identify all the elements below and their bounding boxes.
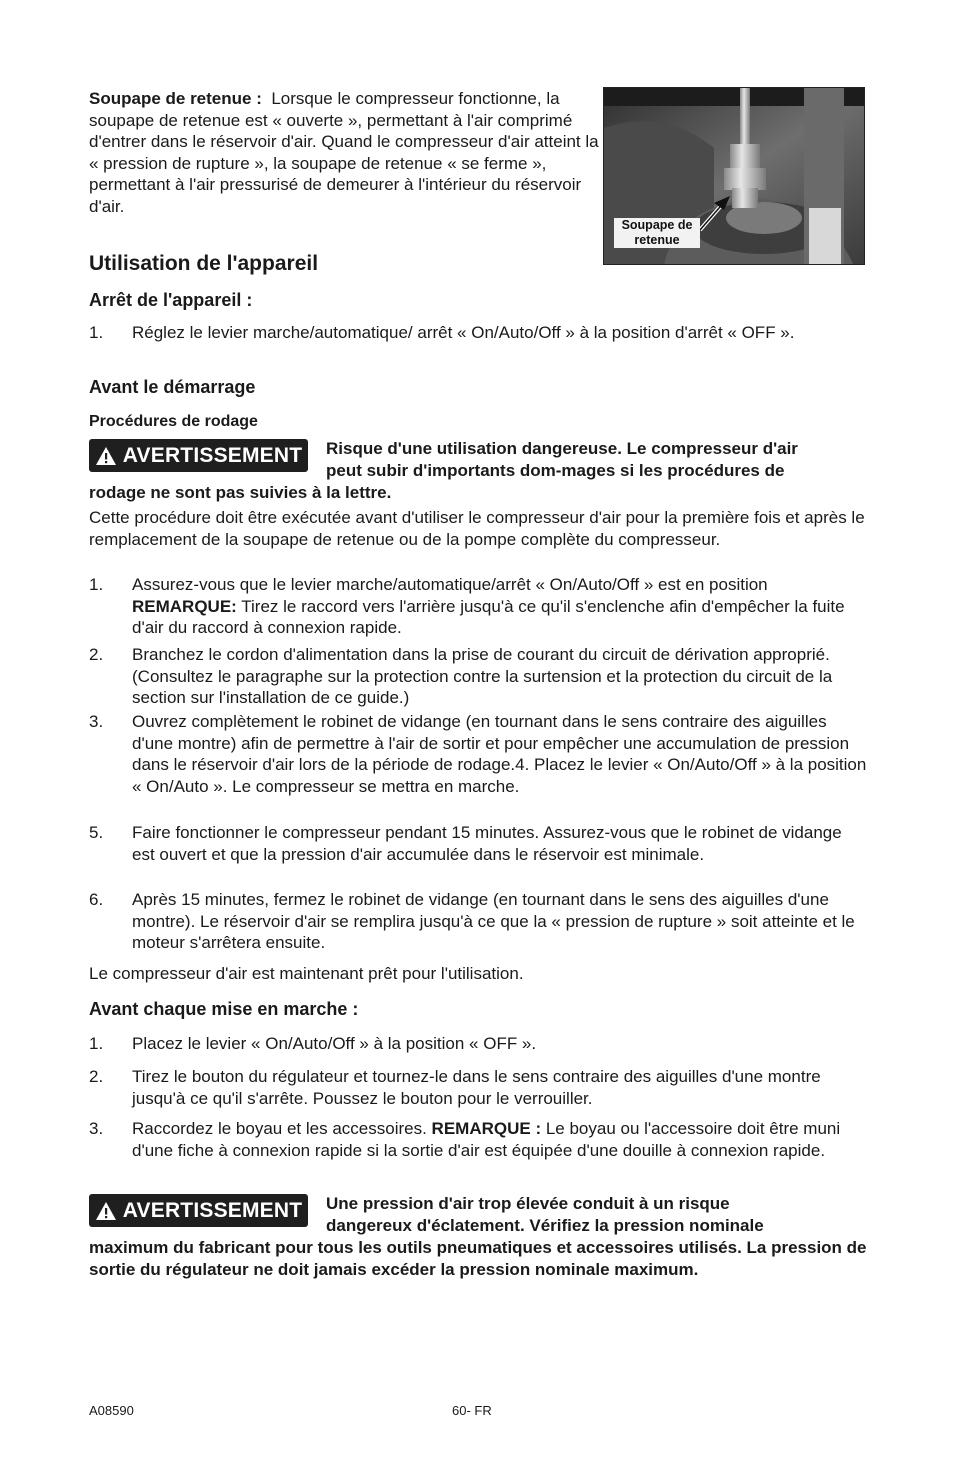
list-text-post: Tirez le raccord vers l'arrière jusqu'à ce qu'il s'enclenche afin d'empêcher la fuite d'air du raccord à connexion rapide. [132, 596, 845, 637]
list-item [89, 322, 867, 344]
list-number: 3. [89, 712, 104, 731]
warning-text-rest: maximum du fabricant pour tous les outils pneumatiques et accessoires utilisés. La pression de sortie du régulateur ne doit jamais excéder la pression nominale maximum. [89, 1238, 867, 1279]
break-in-intro: Cette procédure doit être exécutée avant d'utiliser le compresseur d'air pour la première fois et après le remplacement de la soupape de retenue ou de la pompe complète du compresseur. [89, 508, 865, 549]
list-number: 2. [89, 1067, 104, 1086]
intro-paragraph [89, 88, 601, 217]
break-in-closing: Le compresseur d'air est maintenant prêt pour l'utilisation. [89, 964, 524, 983]
list-text-note: REMARQUE : [431, 1119, 542, 1138]
list-number: 6. [89, 890, 104, 909]
list-item [89, 822, 867, 865]
list-text: Après 15 minutes, fermez le robinet de vidange (en tournant dans le sens des aiguilles d'une montre). Le réservoir d'air se remplira jusqu'à ce que la « pression de rupture » soit atteinte et le moteur s'arrêtera ensuite. [132, 890, 855, 952]
warning-badge-label: AVERTISSEMENT [122, 1198, 303, 1222]
warning-badge [89, 439, 308, 472]
list-text: Faire fonctionner le compresseur pendant 15 minutes. Assurez-vous que le robinet de vidange est ouvert et que la pression d'air accumulée dans le réservoir est minimale. [132, 823, 842, 864]
list-number: 1. [89, 575, 104, 594]
list-text [132, 574, 867, 639]
footer-page-number: 60- FR [452, 1403, 492, 1418]
list-number: 2. [89, 645, 104, 664]
warning-text-line2: dangereux d'éclatement. Vérifiez la pression nominale [326, 1216, 764, 1235]
list-number: 3. [89, 1119, 104, 1138]
list-item [89, 1118, 867, 1161]
intro-label: Soupape de retenue : [89, 89, 262, 108]
photo-caption: Soupape de retenue [614, 218, 700, 248]
warning-text-rest: rodage ne sont pas suivies à la lettre. [89, 483, 392, 502]
warning-badge [89, 1194, 308, 1227]
list-text-pre: Assurez-vous que le levier marche/automatique/arrêt « On/Auto/Off » est en position [132, 575, 768, 594]
warning-triangle-icon [95, 446, 117, 466]
warning-triangle-icon [95, 1201, 117, 1221]
list-item [89, 889, 867, 954]
list-item [89, 644, 867, 709]
warning-text-line1: Une pression d'air trop élevée conduit à un risque [326, 1194, 730, 1213]
warning-text-line1: Risque d'une utilisation dangereuse. Le compresseur d'air [326, 439, 798, 458]
intro-text: Lorsque le compresseur fonctionne, la soupape de retenue est « ouverte », permettant à l'air comprimé d'entrer dans le réservoir d'air. Quand le compresseur d'air atteint la « pression de rupture », la soupape de retenue « se ferme », permettant à l'air pressurisé de demeurer à l'intérieur du réservoir d'air. [89, 89, 599, 216]
each-start-title: Avant chaque mise en marche : [89, 999, 359, 1019]
list-item [89, 711, 867, 797]
list-text [132, 1118, 867, 1161]
list-number: 1. [89, 1034, 104, 1053]
list-item [89, 1033, 867, 1055]
list-item [89, 574, 867, 639]
list-text: Réglez le levier marche/automatique/ arrêt « On/Auto/Off » à la position d'arrêt « OFF ». [132, 323, 795, 342]
shutdown-title: Arrêt de l'appareil : [89, 290, 253, 310]
warning-badge-label: AVERTISSEMENT [122, 443, 303, 467]
break-in-subtitle: Procédures de rodage [89, 413, 258, 430]
list-text-pre: Raccordez le boyau et les accessoires. [132, 1119, 432, 1138]
list-item [89, 1066, 867, 1109]
footer-code: A08590 [89, 1403, 134, 1418]
section-title: Utilisation de l'appareil [89, 252, 319, 275]
list-text: Branchez le cordon d'alimentation dans la prise de courant du circuit de dérivation approprié. (Consultez le paragraphe sur la protection contre la surtension et la protection du circuit de la section sur l'installation de ce guide.) [132, 645, 833, 707]
before-start-title: Avant le démarrage [89, 377, 256, 397]
check-valve-photo [603, 87, 865, 265]
list-number: 1. [89, 323, 104, 342]
list-text-note: REMARQUE: [132, 596, 237, 616]
list-text: Tirez le bouton du régulateur et tournez-le dans le sens contraire des aiguilles d'une montre jusqu'à ce qu'il s'arrête. Poussez le bouton pour le verrouiller. [132, 1067, 821, 1108]
list-text: Ouvrez complètement le robinet de vidange (en tournant dans le sens contraire des aiguilles d'une montre) afin de permettre à l'air de sortir et pour empêcher une accumulation de pression dans le réservoir d'air lors de la période de rodage.4. Placez le levier « On/Auto/Off » à la position « On/Auto ». Le compresseur se mettra en marche. [132, 712, 867, 796]
list-text: Placez le levier « On/Auto/Off » à la position « OFF ». [132, 1034, 537, 1053]
list-text-post: Le boyau ou l'accessoire doit être muni d'une fiche à connexion rapide si la sortie d'air est équipée d'une douille à connexion rapide. [132, 1119, 841, 1160]
warning-text-line2: peut subir d'importants dom-mages si les procédures de [326, 461, 785, 480]
list-number: 5. [89, 823, 104, 842]
